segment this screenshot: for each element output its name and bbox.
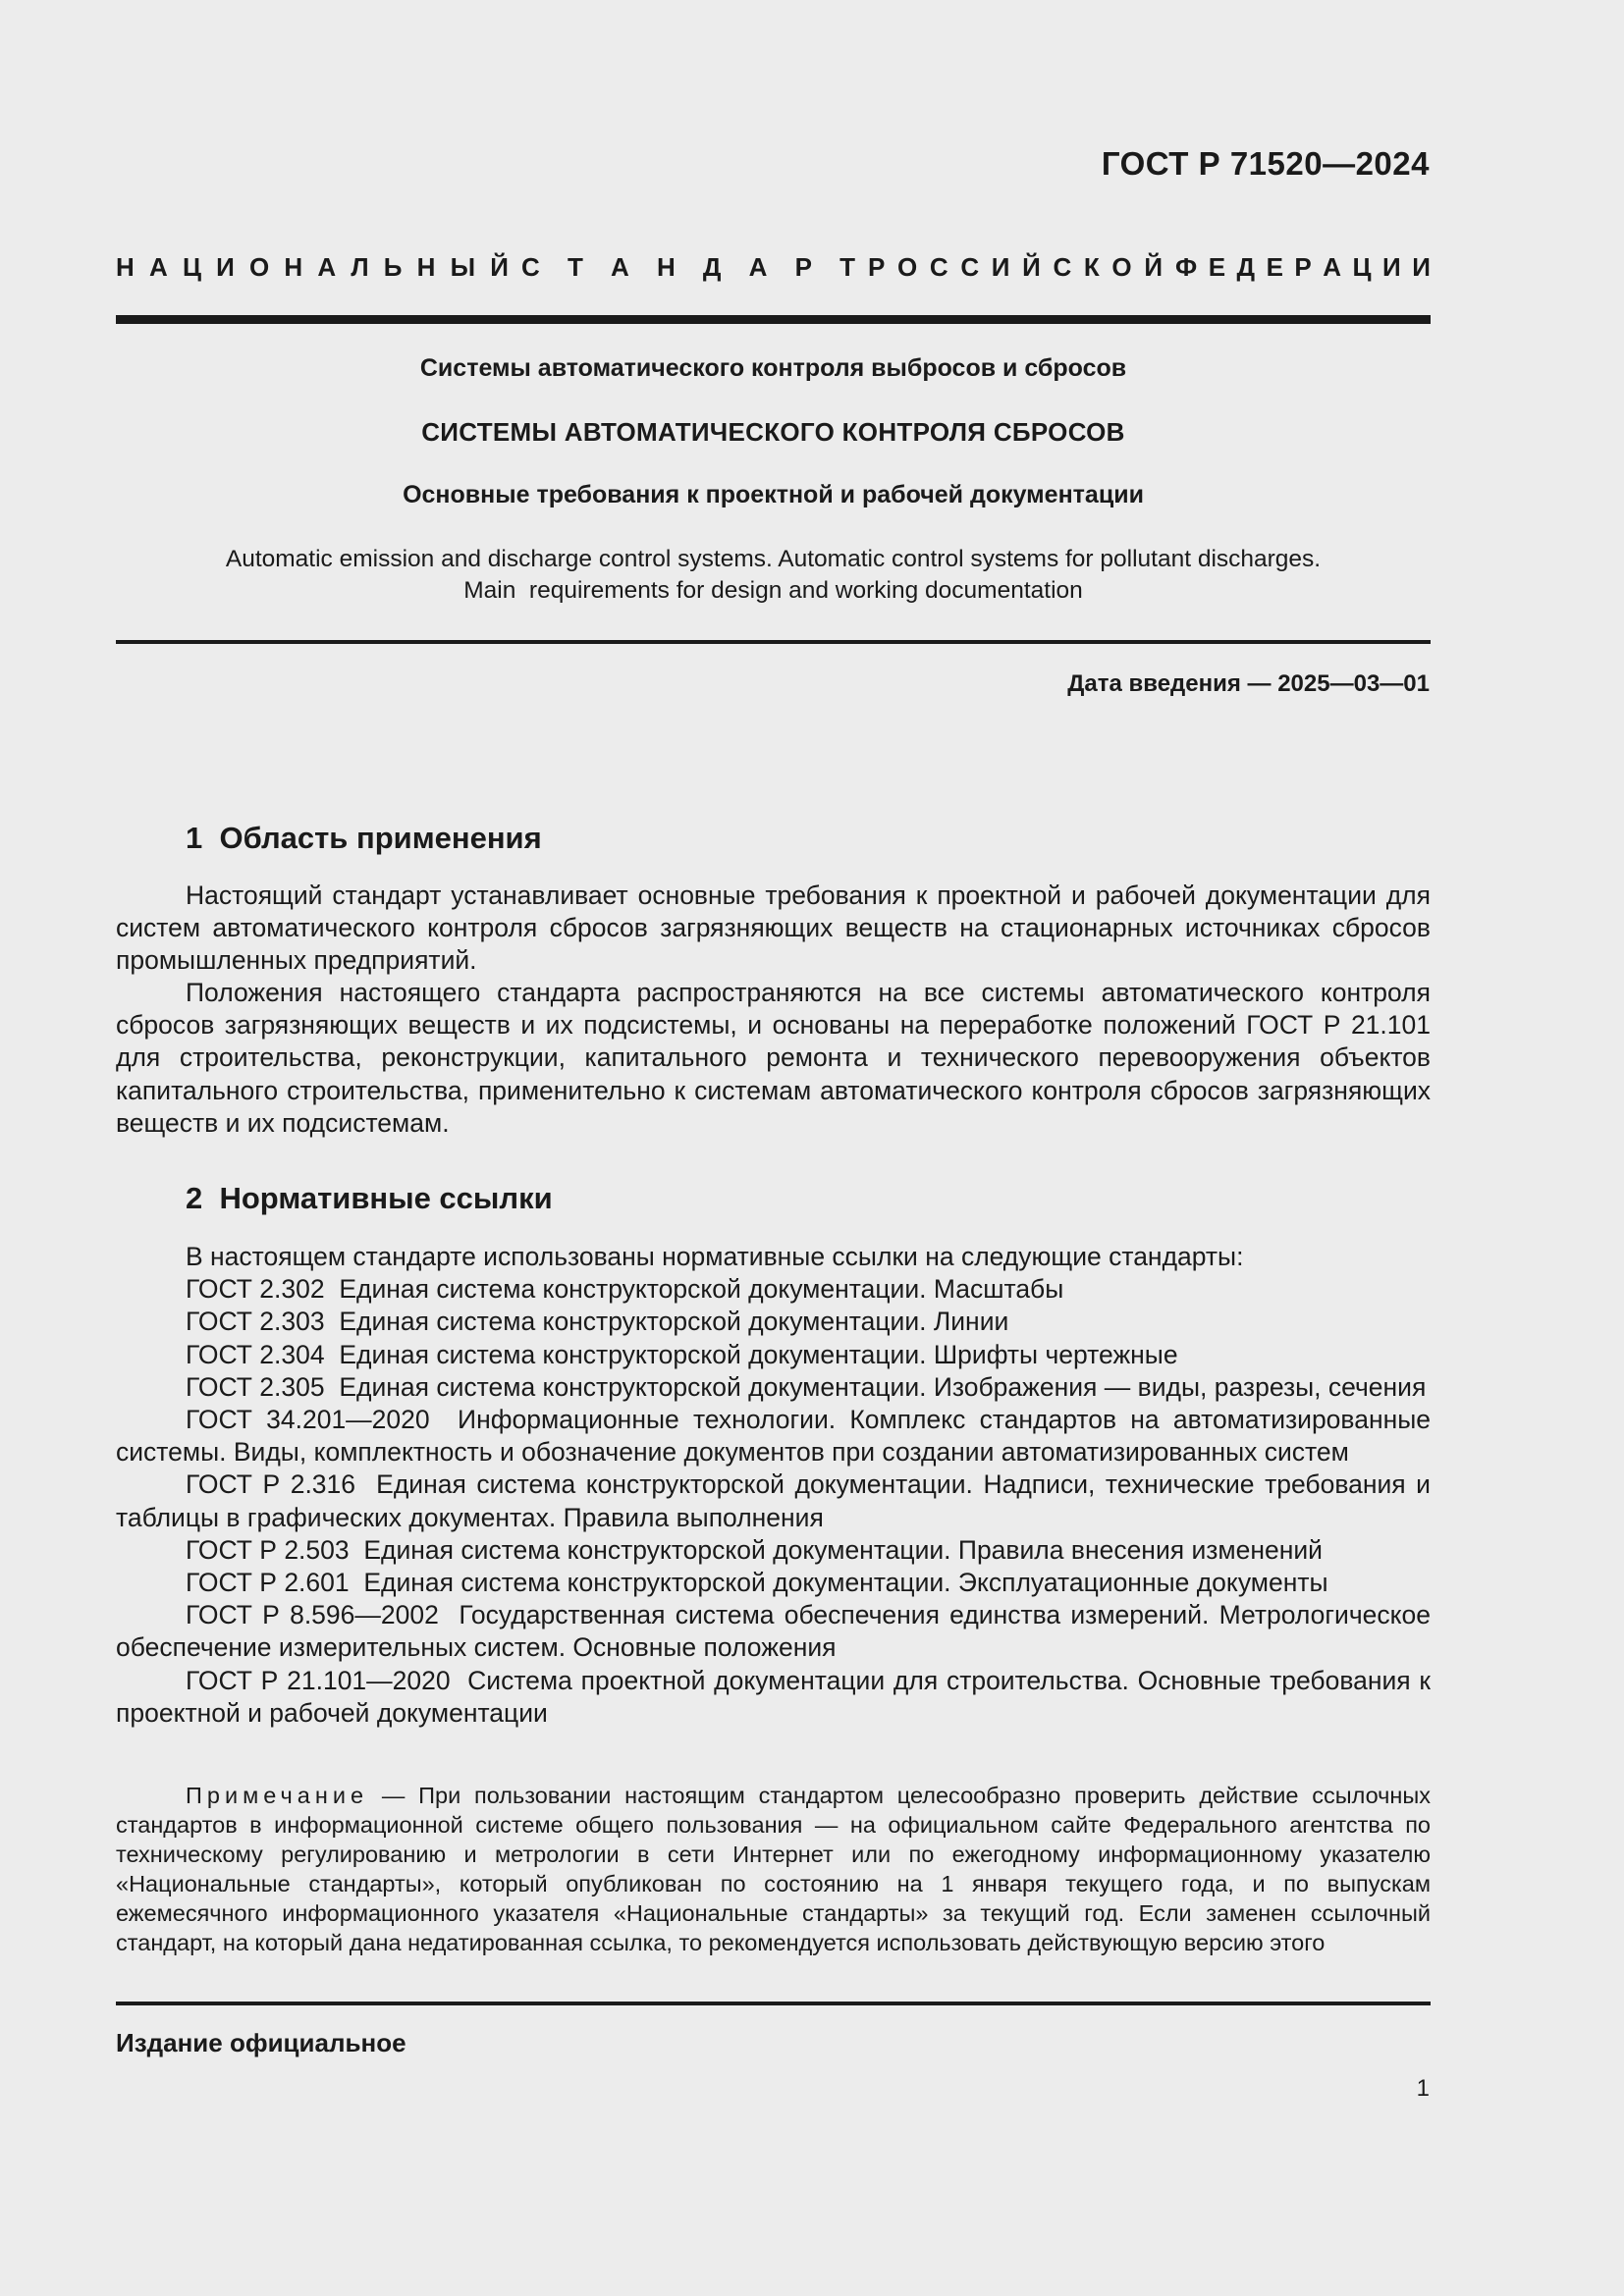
banner-letter: Ц — [182, 252, 201, 282]
banner-letter: А — [148, 252, 168, 282]
reference-item: ГОСТ 2.302 Единая система конструкторской документации. Масштабы — [186, 1274, 1064, 1305]
introduction-date: Дата введения — 2025—03—01 — [1067, 670, 1430, 697]
national-standard-banner — [116, 252, 1431, 283]
note-text: — При пользовании настоящим стандартом целесообразно проверить действие ссылочных стандартов в информационной системе общего пользования — на официальном сайте Федерального агентства по техническому регулированию и метрологии в сети Интернет или по ежегодному информационному указателю «Национальные стандарты», который опубликован по состоянию на 1 января текущего года, и по выпускам ежемесячного информационного указателя «Национальные стандарты» за текущий год. Если заменен ссылочный стандарт, на который дана недатированная ссылка, то рекомендуется использовать действующую версию этого — [116, 1783, 1431, 1955]
title-divider — [116, 640, 1431, 644]
reference-item: ГОСТ Р 2.503 Единая система конструкторской документации. Правила внесения изменений — [186, 1534, 1323, 1565]
banner-letter: И — [1382, 252, 1401, 282]
reference-item: ГОСТ Р 8.596—2002 Государственная система обеспечения единства измерений. Метрологическое обеспечение измерительных систем. Основные положения — [116, 1600, 1438, 1663]
banner-word-3 — [868, 252, 1163, 283]
reference-item: ГОСТ 2.303 Единая система конструкторской документации. Линии — [186, 1307, 1009, 1337]
main-title: СИСТЕМЫ АВТОМАТИЧЕСКОГО КОНТРОЛЯ СБРОСОВ — [421, 417, 1125, 447]
banner-letter: С — [960, 252, 980, 282]
banner-letter: Н — [116, 252, 135, 282]
banner-word-1 — [116, 252, 509, 283]
banner-letter: А — [611, 252, 629, 282]
english-title-line-2: Main requirements for design and working documentation — [463, 577, 1083, 604]
note-label: Примечание — [186, 1783, 369, 1808]
banner-letter: С — [929, 252, 948, 282]
section-1-paragraph-2-text: Положения настоящего стандарта распространяются на все системы автоматического контроля сбросов загрязняющих веществ и их подсистемы, и основаны на переработке положений ГОСТ Р 21.101 для строительства, реконструкции, капитального ремонта и технического перевооружения объектов капитального строительства, применительно к системам автоматического контроля сбросов загрязняющих веществ и их подсистемам. — [116, 978, 1431, 1138]
section-1-paragraph-1-text: Настоящий стандарт устанавливает основные требования к проектной и рабочей документации для систем автоматического контроля сбросов загрязняющих веществ на стационарных источниках сбросов промышленных предприятий. — [116, 881, 1431, 976]
banner-letter: Н — [284, 252, 303, 282]
banner-letter: Т — [839, 252, 855, 282]
banner-letter: И — [991, 252, 1010, 282]
banner-letter: Ц — [1352, 252, 1372, 282]
banner-letter: К — [1083, 252, 1100, 282]
section-2-heading: 2 Нормативные ссылки — [186, 1181, 553, 1215]
banner-letter: Н — [656, 252, 676, 282]
document-number: ГОСТ Р 71520—2024 — [1101, 145, 1430, 182]
banner-letter: Й — [1022, 252, 1041, 282]
subtitle: Основные требования к проектной и рабочей документации — [403, 481, 1144, 508]
reference-item: ГОСТ 34.201—2020 Информационные технологии. Комплекс стандартов на автоматизированные системы. Виды, комплектность и обозначение документов при создании автоматизированных систем — [116, 1405, 1438, 1468]
banner-letter: С — [521, 252, 540, 282]
reference-item: ГОСТ Р 2.316 Единая система конструкторской документации. Надписи, технические требования и таблицы в графических документах. Правила выполнения — [116, 1469, 1438, 1532]
banner-letter: Ь — [383, 252, 403, 282]
references-intro: В настоящем стандарте использованы нормативные ссылки на следующие стандарты: — [186, 1242, 1244, 1271]
reference-item: ГОСТ 2.305 Единая система конструкторской документации. Изображения — виды, разрезы, сечения — [186, 1371, 1427, 1402]
banner-letter: Р — [868, 252, 886, 282]
banner-letter: А — [748, 252, 768, 282]
banner-letter: Е — [1266, 252, 1283, 282]
header-divider — [116, 315, 1431, 324]
banner-word-2 — [521, 252, 855, 283]
banner-letter: С — [1053, 252, 1072, 282]
reference-item: ГОСТ 2.304 Единая система конструкторской документации. Шрифты чертежные — [186, 1339, 1178, 1369]
section-1-paragraph-2 — [116, 977, 1431, 1140]
banner-letter: О — [249, 252, 270, 282]
banner-letter: Р — [1294, 252, 1312, 282]
banner-letter: О — [1111, 252, 1132, 282]
banner-letter: А — [1323, 252, 1342, 282]
reference-item: ГОСТ Р 2.601 Единая система конструкторской документации. Эксплуатационные документы — [186, 1568, 1328, 1598]
english-title — [116, 544, 1431, 607]
banner-letter: Ы — [450, 252, 476, 282]
banner-letter: Й — [1144, 252, 1163, 282]
banner-letter: Т — [567, 252, 583, 282]
english-title-line-1: Automatic emission and discharge control systems. Automatic control systems for pollutant discharges. — [225, 546, 1322, 572]
section-1-paragraph-1 — [116, 880, 1431, 978]
page-number: 1 — [1416, 2075, 1430, 2102]
section-1-heading: 1 Область применения — [186, 821, 542, 855]
banner-letter: Д — [702, 252, 722, 282]
footer-divider — [116, 2002, 1431, 2005]
banner-letter: И — [1412, 252, 1431, 282]
banner-word-4 — [1175, 252, 1431, 283]
banner-letter: Л — [351, 252, 369, 282]
banner-letter: И — [216, 252, 235, 282]
references-note — [116, 1781, 1431, 1957]
reference-item: ГОСТ Р 21.101—2020 Система проектной документации для строительства. Основные требования к проектной и рабочей документации — [116, 1665, 1438, 1728]
official-edition-label: Издание официальное — [116, 2028, 406, 2057]
normative-references-list — [116, 1241, 1438, 1730]
banner-letter: Р — [794, 252, 812, 282]
banner-letter: А — [317, 252, 337, 282]
banner-letter: Н — [416, 252, 436, 282]
banner-letter: Ф — [1175, 252, 1198, 282]
banner-letter: О — [897, 252, 918, 282]
series-title: Системы автоматического контроля выбросов и сбросов — [419, 354, 1127, 382]
banner-letter: Й — [490, 252, 509, 282]
banner-letter: Е — [1208, 252, 1226, 282]
banner-letter: Д — [1236, 252, 1256, 282]
